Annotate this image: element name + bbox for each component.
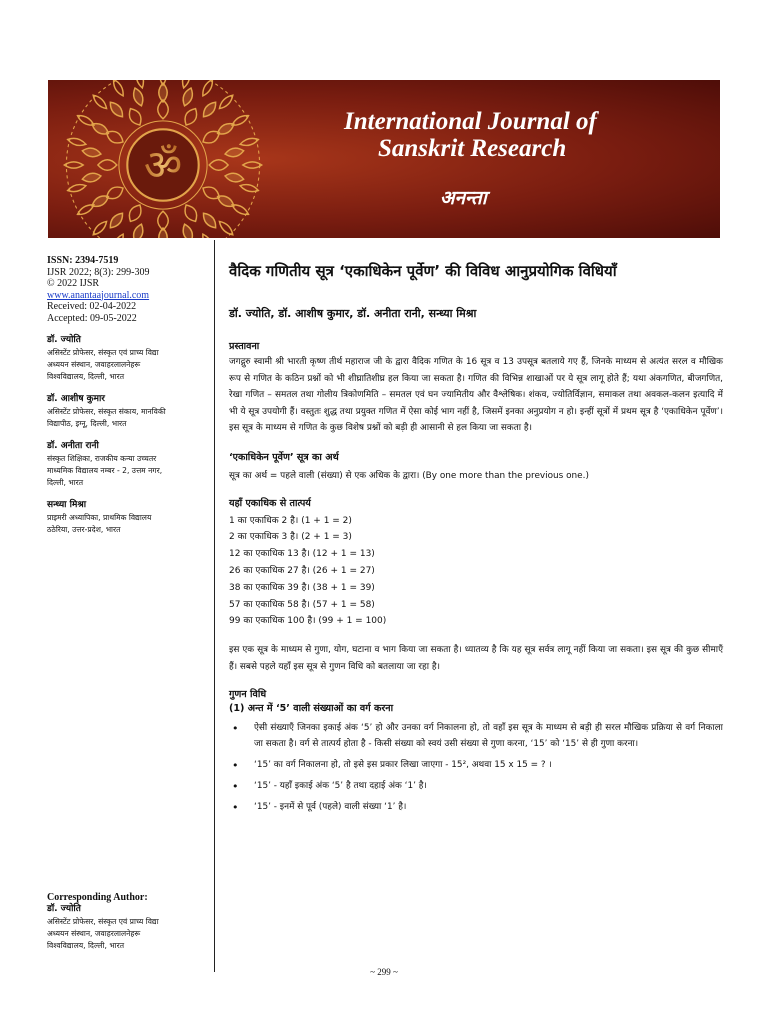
- article-body: [229, 258, 723, 820]
- ekadhik-example-line: 57 का एकाधिक 58 है। (57 + 1 = 58): [229, 599, 375, 610]
- article-authors: डॉ. ज्योति, डॉ. आशीष कुमार, डॉ. अनीता रानी, सन्ध्या मिश्रा: [229, 307, 477, 320]
- bullet-icon: •: [232, 779, 239, 793]
- author-affiliation-line: असिस्टेंट प्रोफेसर, संस्कृत एवं प्राच्य विद्या: [47, 348, 159, 357]
- author-affiliations: [47, 334, 209, 536]
- section-heading-intro: प्रस्तावना: [229, 341, 260, 352]
- section-heading-method: गुणन विधि: [229, 689, 267, 701]
- section-heading-meaning: ‘एकाधिकेन पूर्वेण’ सूत्र का अर्थ: [229, 451, 339, 463]
- author-name: डॉ. ज्योति: [47, 335, 81, 345]
- bullet-icon: •: [232, 758, 239, 772]
- section-heading-ekadhik: यहाँ एकाधिक से तात्पर्य: [229, 497, 311, 509]
- method-bullets: [229, 721, 723, 815]
- journal-title-line2: Sanskrit Research: [378, 135, 567, 162]
- bullet-icon: •: [232, 800, 239, 814]
- method-bullet-item: [229, 758, 723, 774]
- corresponding-affiliation-line: अध्ययन संस्थान, जवाहरलालनेहरू: [47, 929, 141, 938]
- intro-paragraph: जगद्गुरु स्वामी श्री भारती कृष्ण तीर्थ महाराज जी के द्वारा वैदिक गणित के 16 सूत्र व 13 उपसूत्र बतलाये गए हैं, जिनके माध्यम से अत्यंत सरल व मौखिक रूप से गणित के कठिन प्रश्नों को भी शीघ्रातिशीघ्र हल किया जा सकता है। गणित की विभिन्न शाखाओं पर ये सूत्र लागू होते हैं; यथा अंकगणित, बीजगणित, रेखा गणित – समतल तथा गोलीय त्रिकोणमिति – समतल एवं घन ज्यामितीय और वैश्लेषिक। शंकव, ज्योतिर्विज्ञान, समाकल तथा अवकल-कलन इत्यादि में भी ये सूत्र उपयोगी हैं। वस्तुतः शुद्ध तथा प्रयुक्त गणित में ऐसा कोई भाग नहीं है, जिसमें इनका अनुप्रयोग न हो। इन्हीं सूत्रों में प्रथम सूत्र है ‘एकाधिकेन पूर्वेण’। इस सूत्र के माध्यम से गणित के कुछ विशेष प्रश्नों को बड़ी ही आसानी से हल किया जा सकता है।: [229, 357, 723, 434]
- author-affiliation-line: असिस्टेंट प्रोफेसर, संस्कृत संकाय, मानविकी: [47, 407, 166, 416]
- author-block: [47, 334, 209, 383]
- corresponding-label: Corresponding Author:: [47, 892, 148, 903]
- meta-line: Accepted: 09-05-2022: [47, 312, 137, 324]
- meta-line: IJSR 2022; 8(3): 299-309: [47, 266, 150, 278]
- meaning-paragraph: सूत्र का अर्थ = पहले वाली (संख्या) से एक अधिक के द्वारा। (By one more than the previous one.): [229, 470, 589, 481]
- journal-title: [344, 108, 720, 162]
- author-block: [47, 393, 209, 430]
- ekadhik-example-line: 1 का एकाधिक 2 है। (1 + 1 = 2): [229, 515, 352, 526]
- author-affiliation-line: ठठेरिया, उत्तर-प्रदेश, भारत: [47, 525, 121, 534]
- bullet-text: ‘15’ का वर्ग निकालना हो, तो इसे इस प्रकार लिखा जाएगा - 15², अथवा 15 x 15 = ? ।: [254, 759, 552, 770]
- corresponding-affiliation-line: विश्वविद्यालय, दिल्ली, भारत: [47, 941, 125, 950]
- bullet-text: ‘15’ - इनमें से पूर्व (पहले) वाली संख्या ‘1’ है।: [254, 801, 407, 812]
- journal-subtitle: अनन्ता: [440, 187, 487, 209]
- method-bullet-item: [229, 800, 723, 816]
- article-title: वैदिक गणितीय सूत्र ‘एकाधिकेन पूर्वेण’ की विविध आनुप्रयोगिक विधियाँ: [229, 262, 617, 280]
- article-meta: [47, 255, 209, 324]
- author-affiliation-line: विद्यापीठ, इग्नू, दिल्ली, भारत: [47, 419, 127, 428]
- journal-title-line1: International Journal of: [344, 108, 597, 135]
- author-affiliation-line: प्राइमरी अध्यापिका, प्राथमिक विद्यालय: [47, 513, 152, 522]
- corresponding-affiliation-line: असिस्टेंट प्रोफेसर, संस्कृत एवं प्राच्य विद्या: [47, 917, 159, 926]
- sidebar: [47, 255, 209, 536]
- author-name: डॉ. अनीता रानी: [47, 441, 99, 451]
- om-symbol-icon: ॐ: [143, 140, 183, 190]
- meta-line: ISSN: 2394-7519: [47, 255, 119, 266]
- column-divider: [214, 240, 215, 972]
- method-bullet-item: [229, 721, 723, 753]
- ekadhik-example-line: 2 का एकाधिक 3 है। (2 + 1 = 3): [229, 532, 352, 543]
- meta-line: © 2022 IJSR: [47, 278, 100, 289]
- author-name: डॉ. आशीष कुमार: [47, 394, 105, 404]
- author-affiliation-line: दिल्ली, भारत: [47, 478, 84, 487]
- ekadhik-examples: [229, 513, 723, 631]
- ekadhik-example-line: 38 का एकाधिक 39 है। (38 + 1 = 39): [229, 582, 375, 593]
- author-name: सन्ध्या मिश्रा: [47, 500, 87, 510]
- ekadhik-example-line: 12 का एकाधिक 13 है। (12 + 1 = 13): [229, 549, 375, 560]
- author-affiliation-line: विश्वविद्यालय, दिल्ली, भारत: [47, 372, 125, 381]
- mandala-icon: [58, 80, 268, 238]
- corresponding-name: डॉ. ज्योति: [47, 904, 81, 914]
- ekadhik-example-line: 99 का एकाधिक 100 है। (99 + 1 = 100): [229, 616, 387, 627]
- bullet-text: ऐसी संख्याएँ जिनका इकाई अंक ‘5’ हो और उनका वर्ग निकालना हो, तो वहाँ इस सूत्र के माध्यम से बड़ी ही सरल मौखिक प्रक्रिया से वर्ग निकाला जा सकता है। वर्ग से तात्पर्य होता है - किसी संख्या को स्वयं उसी संख्या से गुणा करना, ‘15’ को ‘15’ से ही गुणा करना।: [254, 723, 723, 750]
- journal-website-link[interactable]: www.anantaajournal.com: [47, 289, 150, 301]
- journal-banner: [48, 80, 720, 238]
- author-affiliation-line: संस्कृत शिक्षिका, राजकीय कन्या उच्चतर: [47, 454, 157, 463]
- method-bullet-item: [229, 779, 723, 795]
- bullet-text: ‘15’ - यहाँ इकाई अंक ‘5’ है तथा दहाई अंक ‘1’ है।: [254, 780, 427, 791]
- author-affiliation-line: अध्ययन संस्थान, जवाहरलालनेहरू: [47, 360, 141, 369]
- bullet-icon: •: [232, 722, 239, 736]
- corresponding-author: [47, 892, 209, 952]
- meta-line: Received: 02-04-2022: [47, 301, 137, 312]
- section-subheading-method: (1) अन्त में ‘5’ वाली संख्याओं का वर्ग करना: [229, 703, 394, 715]
- ekadhik-example-line: 26 का एकाधिक 27 है। (26 + 1 = 27): [229, 565, 375, 576]
- author-block: [47, 499, 209, 536]
- author-affiliation-line: माध्यमिक विद्यालय नम्बर - 2, उत्तम नगर,: [47, 466, 163, 475]
- limits-paragraph: इस एक सूत्र के माध्यम से गुणा, योग, घटाना व भाग किया जा सकता है। ध्यातव्य है कि यह सूत्र सर्वत्र लागू नहीं किया जा सकता। इस सूत्र की कुछ सीमाएँ हैं। सबसे पहले यहाँ इस सूत्र से गुणन विधि को बतलाया जा रहा है।: [229, 645, 723, 672]
- page-number: ~ 299 ~: [370, 967, 398, 977]
- author-block: [47, 440, 209, 489]
